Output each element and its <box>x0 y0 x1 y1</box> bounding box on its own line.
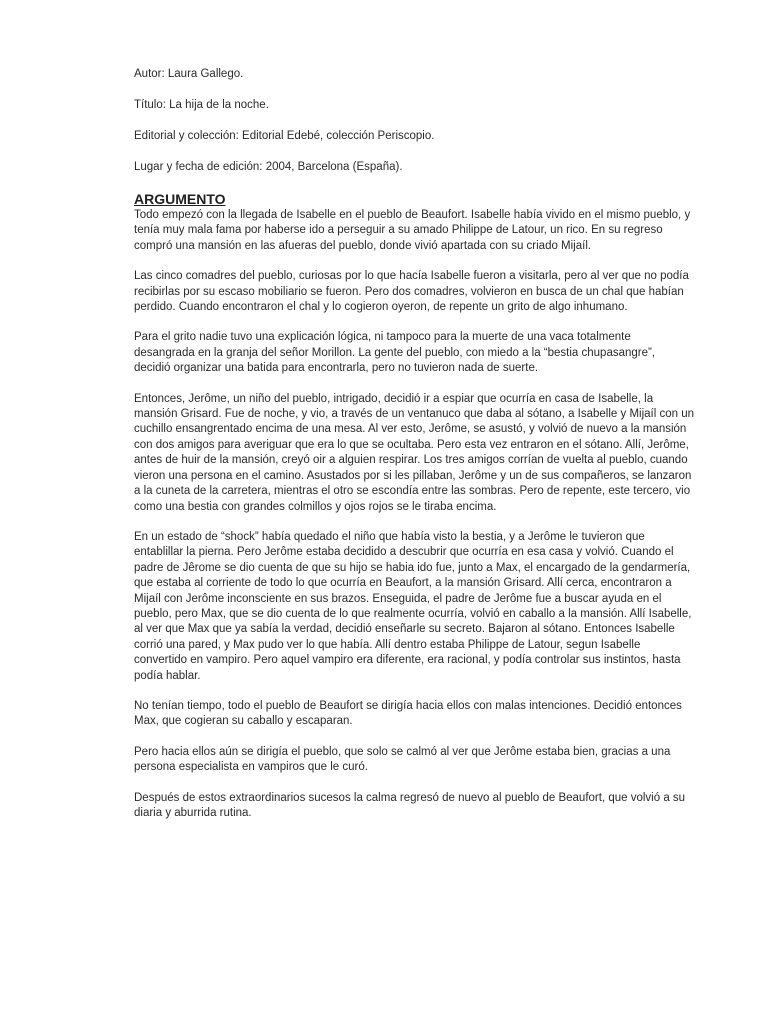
publisher-line: Editorial y colección: Editorial Edebé, colección Periscopio. <box>134 130 435 142</box>
paragraph: Todo empezó con la llegada de Isabelle en el pueblo de Beaufort. Isabelle había vivido en el mismo pueblo, y tenía muy mala fama por haberse ido a perseguir a su amado Philippe de Latour, un rico. En su regreso compró una mansión en las afueras del pueblo, donde vivió apartada con su criado Mijaíl. <box>134 209 691 252</box>
paragraph: En un estado de “shock” había quedado el niño que había visto la bestia, y a Jerôme le tuvieron que entablillar la pierna. Pero Jerôme estaba decidido a descubrir que ocurría en esa casa y volvió. Cuando el padre de Jêrome se dio cuenta de que su hijo se habia ido fue, junto a Max, el encargado de la gendarmería, que estaba al corriente de todo lo que ocurría en Beaufort, a la mansión Grisard. Allí cerca, encontraron a Mijaíl con Jerôme inconsciente en sus brazos. Enseguida, el padre de Jerôme fue a buscar ayuda en el pueblo, pero Max, que se dio cuenta de lo que realmente ocurría, volvió en caballo a la mansión. Allí Isabelle, al ver que Max que ya sabía la verdad, decidió enseñarle su secreto. Bajaron al sótano. Entonces Isabelle corrió una pared, y Max pudo ver lo que había. Allí dentro estaba Philippe de Latour, segun Isabelle convertido en vampiro. Pero aquel vampiro era diferente, era racional, y podía controlar sus instintos, hasta podía hablar. <box>134 530 692 682</box>
section-heading: ARGUMENTO <box>134 191 226 207</box>
document-body <box>134 66 694 836</box>
paragraph: Para el grito nadie tuvo una explicación lógica, ni tampoco para la muerte de una vaca totalmente desangrada en la granja del señor Morillon. La gente del pueblo, con miedo a la “bestia chupasangre”, decidió organizar una batida para encontrarla, pero no tuvieron nada de suerte. <box>134 331 656 375</box>
paragraph: Entonces, Jerôme, un niño del pueblo, intrigado, decidió ir a espiar que ocurría en casa de Isabelle, la mansión Grisard. Fue de noche, y vio, a través de un ventanuco que daba al sótano, a Isabelle y Mijaíl con un cuchillo ensangrentado encima de una mesa. Al ver esto, Jerôme, se asustó, y volvió de nuevo a la mansión con dos amigos para averiguar que era lo que se ocultaba. Pero esta vez entraron en el sótano. Allí, Jerôme, antes de huir de la mansión, creyó oir a alguien respirar. Los tres amigos corrían de vuelta al pueblo, cuando vieron una persona en el camino. Asustados por si les pillaban, Jerôme y un de sus compañeros, se lanzaron a la cuneta de la carretera, mientras el otro se escondía entre las sombras. Pero de repente, este tercero, vio como una bestia con grandes colmillos y ojos rojos se le tiraba encima. <box>134 392 695 513</box>
paragraph: Pero hacia ellos aún se dirigía el pueblo, que solo se calmó al ver que Jerôme estaba bien, gracias a una persona especialista en vampiros que le curó. <box>134 745 671 774</box>
author-line: Autor: Laura Gallego. <box>134 68 244 80</box>
paragraph: Las cinco comadres del pueblo, curiosas por lo que hacía Isabelle fueron a visitarla, pero al ver que no podía recibirlas por su escaso mobiliario se fueron. Pero dos comadres, volvieron en busca de un chal que habían perdido. Cuando encontraron el chal y lo cogieron oyeron, de repente un grito de algo inhumano. <box>134 270 689 314</box>
title-line: Título: La hija de la noche. <box>134 99 269 111</box>
paragraph: No tenían tiempo, todo el pueblo de Beaufort se dirigía hacia ellos con malas intenciones. Decidió entonces Max, que cogieran su caballo y escaparan. <box>134 699 682 728</box>
place-date-line: Lugar y fecha de edición: 2004, Barcelona (España). <box>134 161 403 173</box>
paragraph: Después de estos extraordinarios sucesos la calma regresó de nuevo al pueblo de Beaufort, que volvió a su diaria y aburrida rutina. <box>134 791 686 819</box>
